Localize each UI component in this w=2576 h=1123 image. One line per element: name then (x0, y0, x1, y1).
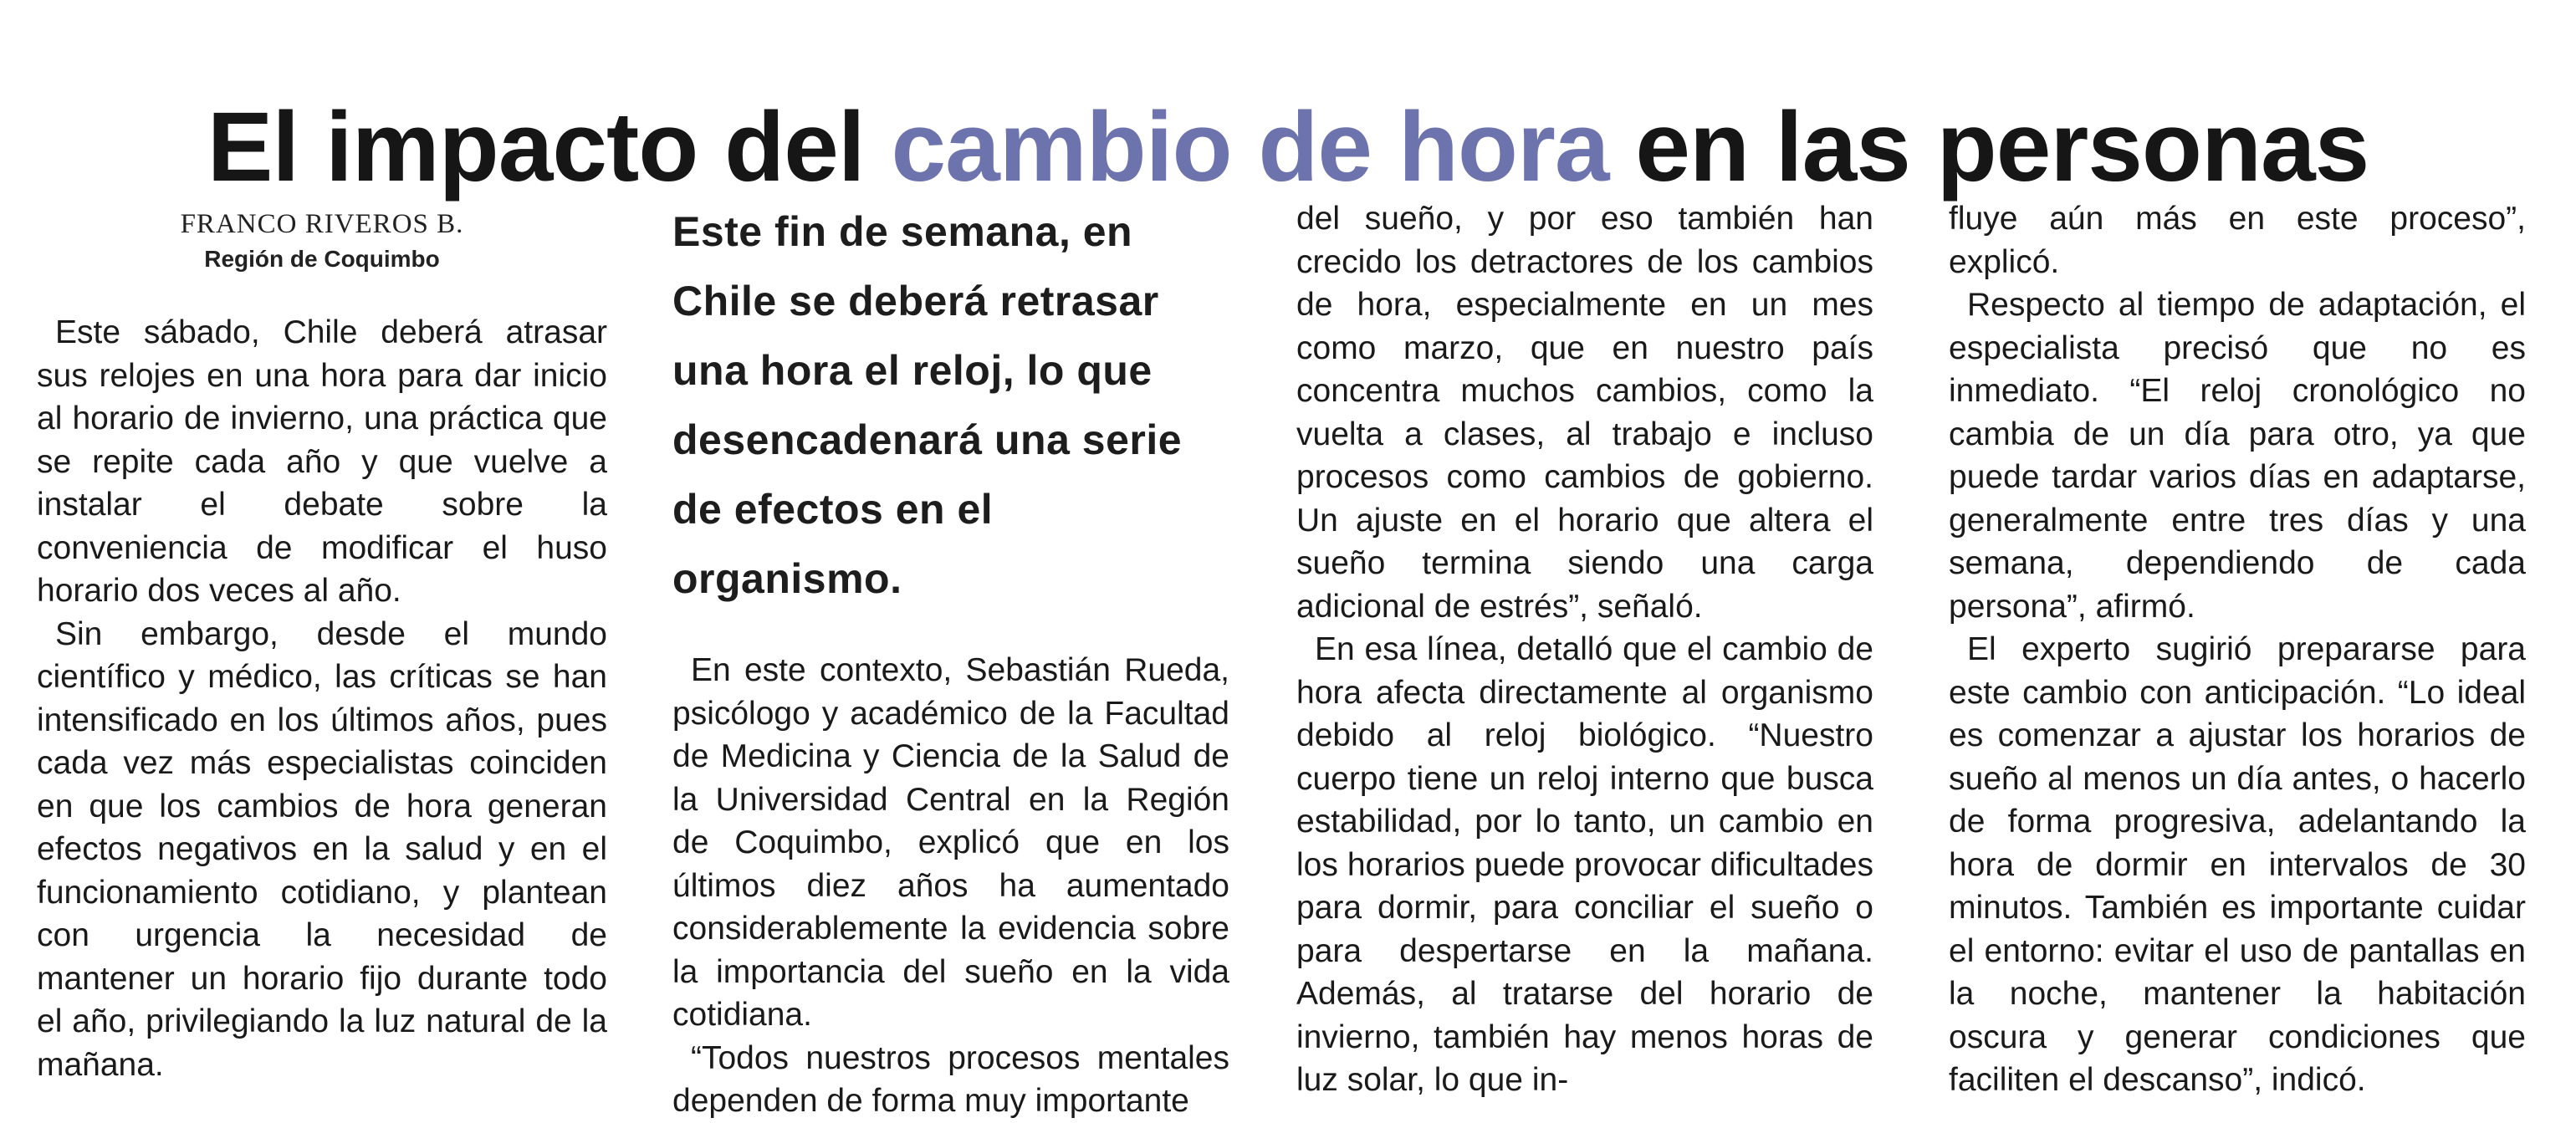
paragraph: Sin embargo, desde el mundo científico y médico, las críticas se han intensificado en los últimos años, pues cada vez más especialistas coinciden en que los cambios de hora generan efectos negativos en la salud y en el funcionamiento cotidiano, y plantean con urgencia la necesidad de mantener un horario fijo durante todo el año, privilegiando la luz natural de la mañana. (37, 615, 607, 1083)
lead-paragraph: Este fin de semana, en Chile se deberá retrasar una hora el reloj, lo que desencadenará una serie de efectos en el organismo. (672, 208, 1183, 602)
byline-author: FRANCO RIVEROS B. (180, 209, 464, 239)
paragraph: En esa línea, detalló que el cambio de hora afecta directamente al organismo debido al reloj biológico. “Nuestro cuerpo tiene un reloj interno que busca estabilidad, por lo tanto, un cambio en los horarios puede provocar dificultades para dormir, para conciliar el sueño o para despertarse en la mañana. Además, al tratarse del horario de invierno, también hay menos horas de luz solar, lo que in- (1296, 631, 1873, 1098)
headline-before: El impacto del (207, 92, 892, 203)
byline-region: Región de Coquimbo (204, 246, 440, 272)
paragraph: Este sábado, Chile deberá atrasar sus relojes en una hora para dar inicio al horario de invierno, una práctica que se repite cada año y que vuelve a instalar el debate sobre la conveniencia de modificar el huso horario dos veces al año. (37, 314, 607, 609)
article-column-4 (1949, 197, 2526, 1102)
paragraph-continued: del sueño, y por eso también han crecido los detractores de los cambios de hora, especialmente en un mes como marzo, que en nuestro país concentra muchos cambios, como la vuelta a clases, al trabajo e incluso procesos como cambios de gobierno. Un ajuste en el horario que altera el sueño termina siendo una carga adicional de estrés”, señaló. (1296, 201, 1873, 625)
article-column-2 (672, 197, 1229, 1123)
paragraph: En este contexto, Sebastián Rueda, psicólogo y académico de la Facultad de Medicina y Ciencia de la Salud de la Universidad Central en la Región de Coquimbo, explicó que en los últimos diez años ha aumentado considerablemente la evidencia sobre la importancia del sueño en la vida cotidiana. (672, 652, 1229, 1033)
article-column-3 (1296, 197, 1873, 1102)
article-column-1 (37, 197, 607, 1086)
paragraph: “Todos nuestros procesos mentales dependen de forma muy importante (672, 1039, 1229, 1119)
headline (0, 84, 2576, 210)
paragraph: Respecto al tiempo de adaptación, el especialista precisó que no es inmediato. “El reloj cronológico no cambia de un día para otro, ya que puede tardar varios días en adaptarse, generalmente entre tres días y una semana, dependiendo de cada persona”, afirmó. (1949, 287, 2526, 625)
paragraph: El experto sugirió prepararse para este cambio con anticipación. “Lo ideal es comenzar a ajustar los horarios de sueño al menos un día antes, o hacerlo de forma progresiva, adelantando la hora de dormir en intervalos de 30 minutos. También es importante cuidar el entorno: evitar el uso de pantallas en la noche, mantener la habitación oscura y generar condiciones que faciliten el descanso”, indicó. (1949, 631, 2526, 1098)
headline-after: en las personas (1608, 92, 2369, 203)
headline-highlight: cambio de hora (891, 92, 1609, 203)
paragraph-continued: fluye aún más en este proceso”, explicó. (1949, 201, 2526, 280)
